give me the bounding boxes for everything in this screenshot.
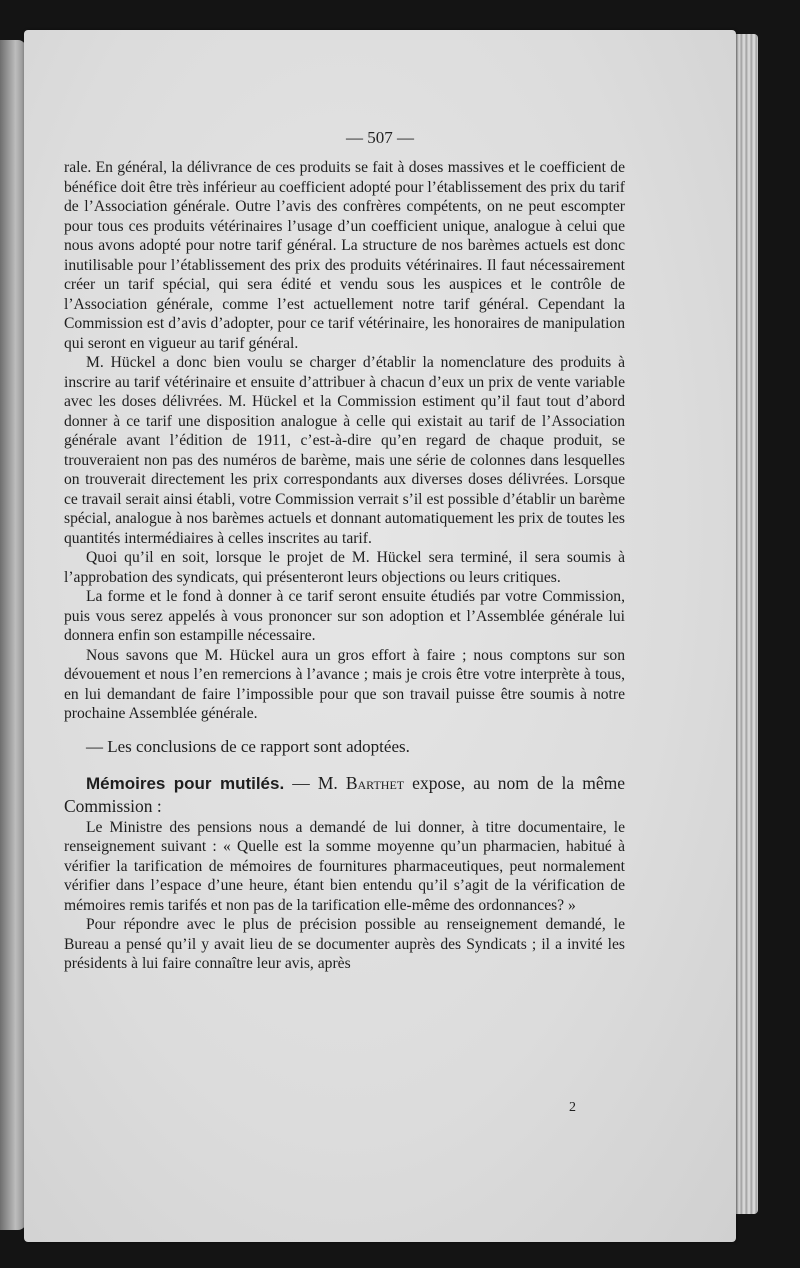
paragraph: Quoi qu’il en soit, lorsque le projet de M. Hückel sera terminé, il sera soumis à l’approbation des syndicats, qui présenteront leurs objections ou leurs critiques.: [64, 549, 625, 586]
section-dash: — M.: [284, 772, 346, 793]
paragraph: La forme et le fond à donner à ce tarif seront ensuite étudiés par votre Commission, puis vous serez appelés à vous prononcer sur son adoption et l’Assemblée générale lui donnera enfin son estampille nécessaire.: [64, 588, 625, 644]
paragraph: Nous savons que M. Hückel aura un gros effort à faire ; nous comptons sur son dévouement et nous l’en remercions à l’avance ; mais je crois être votre interprète à tous, en lui demandant de faire l’impossible pour que son travail puisse être soumis à notre prochaine Assemblée générale.: [64, 646, 625, 722]
paragraph: rale. En général, la délivrance de ces produits se fait à doses massives et le coefficient de bénéfice doit être très inférieur au coefficient adopté pour l’établissement des prix du tarif de l’Association générale. Outre l’avis des confrères compétents, on ne peut escompter pour tous ces produits vétérinaires l’usage d’un coefficient unique, analogue à celui que nous avons adopté pour notre tarif général. La structure de nos barèmes actuels est donc inutilisable pour l’établissement des prix des produits vétérinaires. Il faut nécessairement créer un tarif spécial, qui sera édité et vendu sous les auspices et le contrôle de l’Association générale, comme l’est actuellement notre tarif général. Cependant la Commission est d’avis d’adopter, pour ce tarif vétérinaire, les honoraires de manipulation qui seront en vigueur au tarif général.: [64, 159, 625, 352]
paragraph: Pour répondre avec le plus de précision possible au renseignement demandé, le Bureau a pensé qu’il y avait lieu de se documenter auprès des Syndicats ; il a invité les présidents à lui faire connaître leur avis, après: [64, 916, 625, 972]
paragraph: Le Ministre des pensions nous a demandé de lui donner, à titre documentaire, le renseignement suivant : « Quelle est la somme moyenne qu’un pharmacien, habitué à vérifier la tarification de mémoires de fournitures pharmaceutiques, peut normalement vérifier dans l’espace d’une heure, étant bien entendu qu’il s’agit de la vérification de mémoires remis tarifés et non pas de la tarification elle-même des ordonnances? »: [64, 818, 625, 914]
section-intro: expose, au nom de la même Commission :: [64, 772, 625, 816]
paragraph: M. Hückel a donc bien voulu se charger d’établir la nomenclature des produits à inscrire au tarif vétérinaire et ensuite d’attribuer à chacun d’eux un prix de vente variable avec les doses délivrées. M. Hückel et la Commission estiment qu’il faut tout d’abord donner à ce tarif une disposition analogue à celle qui existait au tarif de l’Association générale avant l’édition de 1911, c’est-à-dire qu’en regard de chaque produit, se trouveraient non pas des numéros de barème, mais une série de colonnes dans lesquelles on trouverait directement les prix correspondants aux diverses doses délivrées. Lorsque ce travail serait ainsi établi, votre Commission verrait s’il est possible d’établir un barème spécial, analogue à nos barèmes actuels et donnant automatiquement les prix de toutes les quantités intermédiaires à celles inscrites au tarif.: [64, 354, 625, 547]
signature-mark: 2: [569, 1100, 576, 1115]
previous-page-edge: [0, 40, 26, 1230]
conclusion-line: — Les conclusions de ce rapport sont adoptées.: [86, 736, 410, 756]
section-title: Mémoires pour mutilés.: [86, 773, 285, 793]
book-page: [24, 30, 736, 1242]
speaker-name: Barthet: [345, 772, 405, 793]
section-heading: [64, 772, 625, 818]
page-number: — 507 —: [346, 128, 414, 147]
body-text: [64, 158, 625, 974]
